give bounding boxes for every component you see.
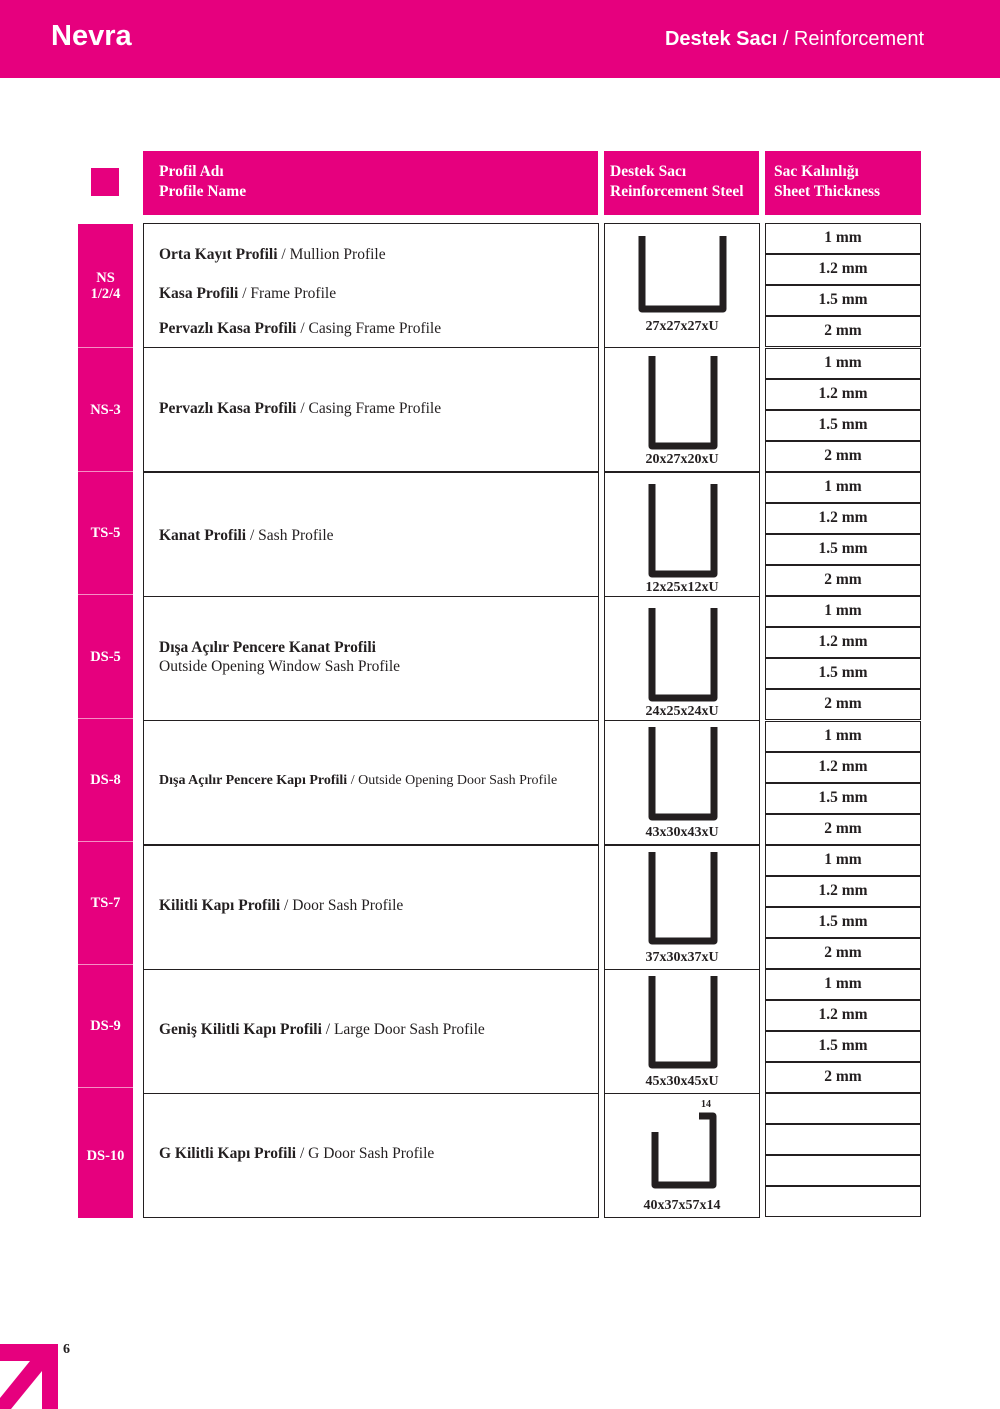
profile-dimension: 37x30x37xU [645, 950, 719, 965]
thickness-cell: 1 mm [765, 969, 921, 1000]
thickness-cell: 1 mm [765, 472, 921, 503]
page-number: 6 [63, 1342, 70, 1357]
thickness-cell: 1.5 mm [765, 410, 921, 441]
profile-code: NS 1/2/4 [78, 224, 133, 348]
corner-square [91, 168, 119, 196]
profile-code: DS-9 [78, 964, 133, 1088]
profile-name-cell [143, 347, 599, 472]
thickness-cell: 1.5 mm [765, 783, 921, 814]
brand-name: Nevra [51, 20, 132, 52]
header-reinforcement-steel [604, 151, 759, 215]
profile-name-line: Kasa Profili / Frame Profile [159, 285, 337, 302]
reinforcement-steel-cell [604, 1093, 760, 1218]
profile-name-line: Dışa Açılır Pencere Kapı Profili / Outside Opening Door Sash Profile [159, 773, 558, 788]
profile-code-column [78, 224, 133, 1218]
header-steel-tr: Destek Sacı [610, 163, 687, 180]
thickness-cell: 1.5 mm [765, 285, 921, 316]
profile-dimension: 27x27x27xU [645, 319, 719, 334]
thickness-cell: 1 mm [765, 845, 921, 876]
header-steel-en: Reinforcement Steel [610, 183, 744, 200]
profile-name-cell [143, 596, 599, 721]
thickness-cell: 1.5 mm [765, 534, 921, 565]
thickness-cell: 1.5 mm [765, 907, 921, 938]
g-profile-lip-label: 14 [701, 1099, 711, 1110]
top-bar [0, 0, 1000, 78]
profile-dimension: 45x30x45xU [645, 1074, 719, 1089]
profile-dimension: 40x37x57x14 [643, 1198, 721, 1213]
thickness-cell: 2 mm [765, 1062, 921, 1093]
section-title [665, 28, 924, 51]
reinforcement-steel-cell [604, 845, 760, 970]
header-sheet-thickness [765, 151, 921, 215]
thickness-cell-empty [765, 1155, 921, 1186]
thickness-cell: 1 mm [765, 223, 921, 254]
section-title-en: / Reinforcement [777, 28, 924, 50]
header-thick-tr: Sac Kalınlığı [774, 163, 859, 180]
profile-code: TS-5 [78, 471, 133, 595]
profile-name-cell [143, 223, 599, 348]
thickness-cell: 2 mm [765, 689, 921, 720]
thickness-cell: 1 mm [765, 348, 921, 379]
profile-name-line: Orta Kayıt Profili / Mullion Profile [159, 246, 386, 263]
reinforcement-steel-cell [604, 720, 760, 845]
header-profile-name-en: Profile Name [159, 183, 247, 200]
header-thick-en: Sheet Thickness [774, 183, 881, 200]
thickness-cell: 1.2 mm [765, 1000, 921, 1031]
profile-name-cell [143, 472, 599, 597]
thickness-cell: 1.2 mm [765, 503, 921, 534]
thickness-cell-empty [765, 1093, 921, 1124]
thickness-cell: 2 mm [765, 565, 921, 596]
thickness-cell-empty [765, 1186, 921, 1217]
profile-name-cell [143, 1093, 599, 1218]
section-title-tr: Destek Sacı [664, 28, 778, 50]
profile-name-line: Dışa Açılır Pencere Kanat Profili [159, 639, 376, 656]
profile-name-line: G Kilitli Kapı Profili / G Door Sash Profile [159, 1145, 435, 1162]
thickness-cell: 1.2 mm [765, 254, 921, 285]
thickness-cell: 1.5 mm [765, 1031, 921, 1062]
profile-name-line: Kanat Profili / Sash Profile [159, 527, 334, 544]
profile-name-line: Kilitli Kapı Profili / Door Sash Profile [159, 897, 404, 914]
thickness-cell: 1.2 mm [765, 876, 921, 907]
thickness-cell: 2 mm [765, 814, 921, 845]
thickness-cell: 2 mm [765, 316, 921, 347]
profile-dimension: 12x25x12xU [645, 580, 719, 595]
corner-arrow-icon [0, 1340, 62, 1409]
thickness-cell-empty [765, 1124, 921, 1155]
profile-name-cell [143, 845, 599, 970]
profile-code: DS-10 [86, 1148, 125, 1164]
thickness-cell: 2 mm [765, 938, 921, 969]
thickness-cell: 1 mm [765, 721, 921, 752]
profile-name-line: Outside Opening Window Sash Profile [159, 658, 401, 675]
profile-name-cell [143, 720, 599, 845]
thickness-cell: 2 mm [765, 441, 921, 472]
profile-code: NS-3 [78, 348, 133, 472]
reinforcement-steel-cell [604, 223, 760, 348]
profile-code: DS-8 [78, 718, 133, 842]
reinforcement-steel-cell [604, 472, 760, 597]
profile-name-line: Pervazlı Kasa Profili / Casing Frame Profile [159, 400, 442, 417]
thickness-cell: 1.5 mm [765, 658, 921, 689]
profile-name-line: Geniş Kilitli Kapı Profili / Large Door Sash Profile [159, 1021, 485, 1038]
profile-name-line: Pervazlı Kasa Profili / Casing Frame Profile [159, 320, 442, 337]
thickness-cell: 1.2 mm [765, 752, 921, 783]
profile-code: DS-5 [78, 595, 133, 719]
thickness-cell: 1.2 mm [765, 379, 921, 410]
reinforcement-steel-cell [604, 596, 760, 721]
profile-dimension: 20x27x20xU [645, 452, 719, 467]
profile-name-cell [143, 969, 599, 1094]
profile-code: TS-7 [78, 841, 133, 965]
header-profile-name [143, 151, 598, 215]
profile-dimension: 24x25x24xU [645, 704, 719, 719]
thickness-cell: 1.2 mm [765, 627, 921, 658]
header-profile-name-tr: Profil Adı [159, 163, 224, 180]
profile-dimension: 43x30x43xU [645, 825, 719, 840]
reinforcement-steel-cell [604, 969, 760, 1094]
reinforcement-steel-cell [604, 347, 760, 472]
thickness-cell: 1 mm [765, 596, 921, 627]
